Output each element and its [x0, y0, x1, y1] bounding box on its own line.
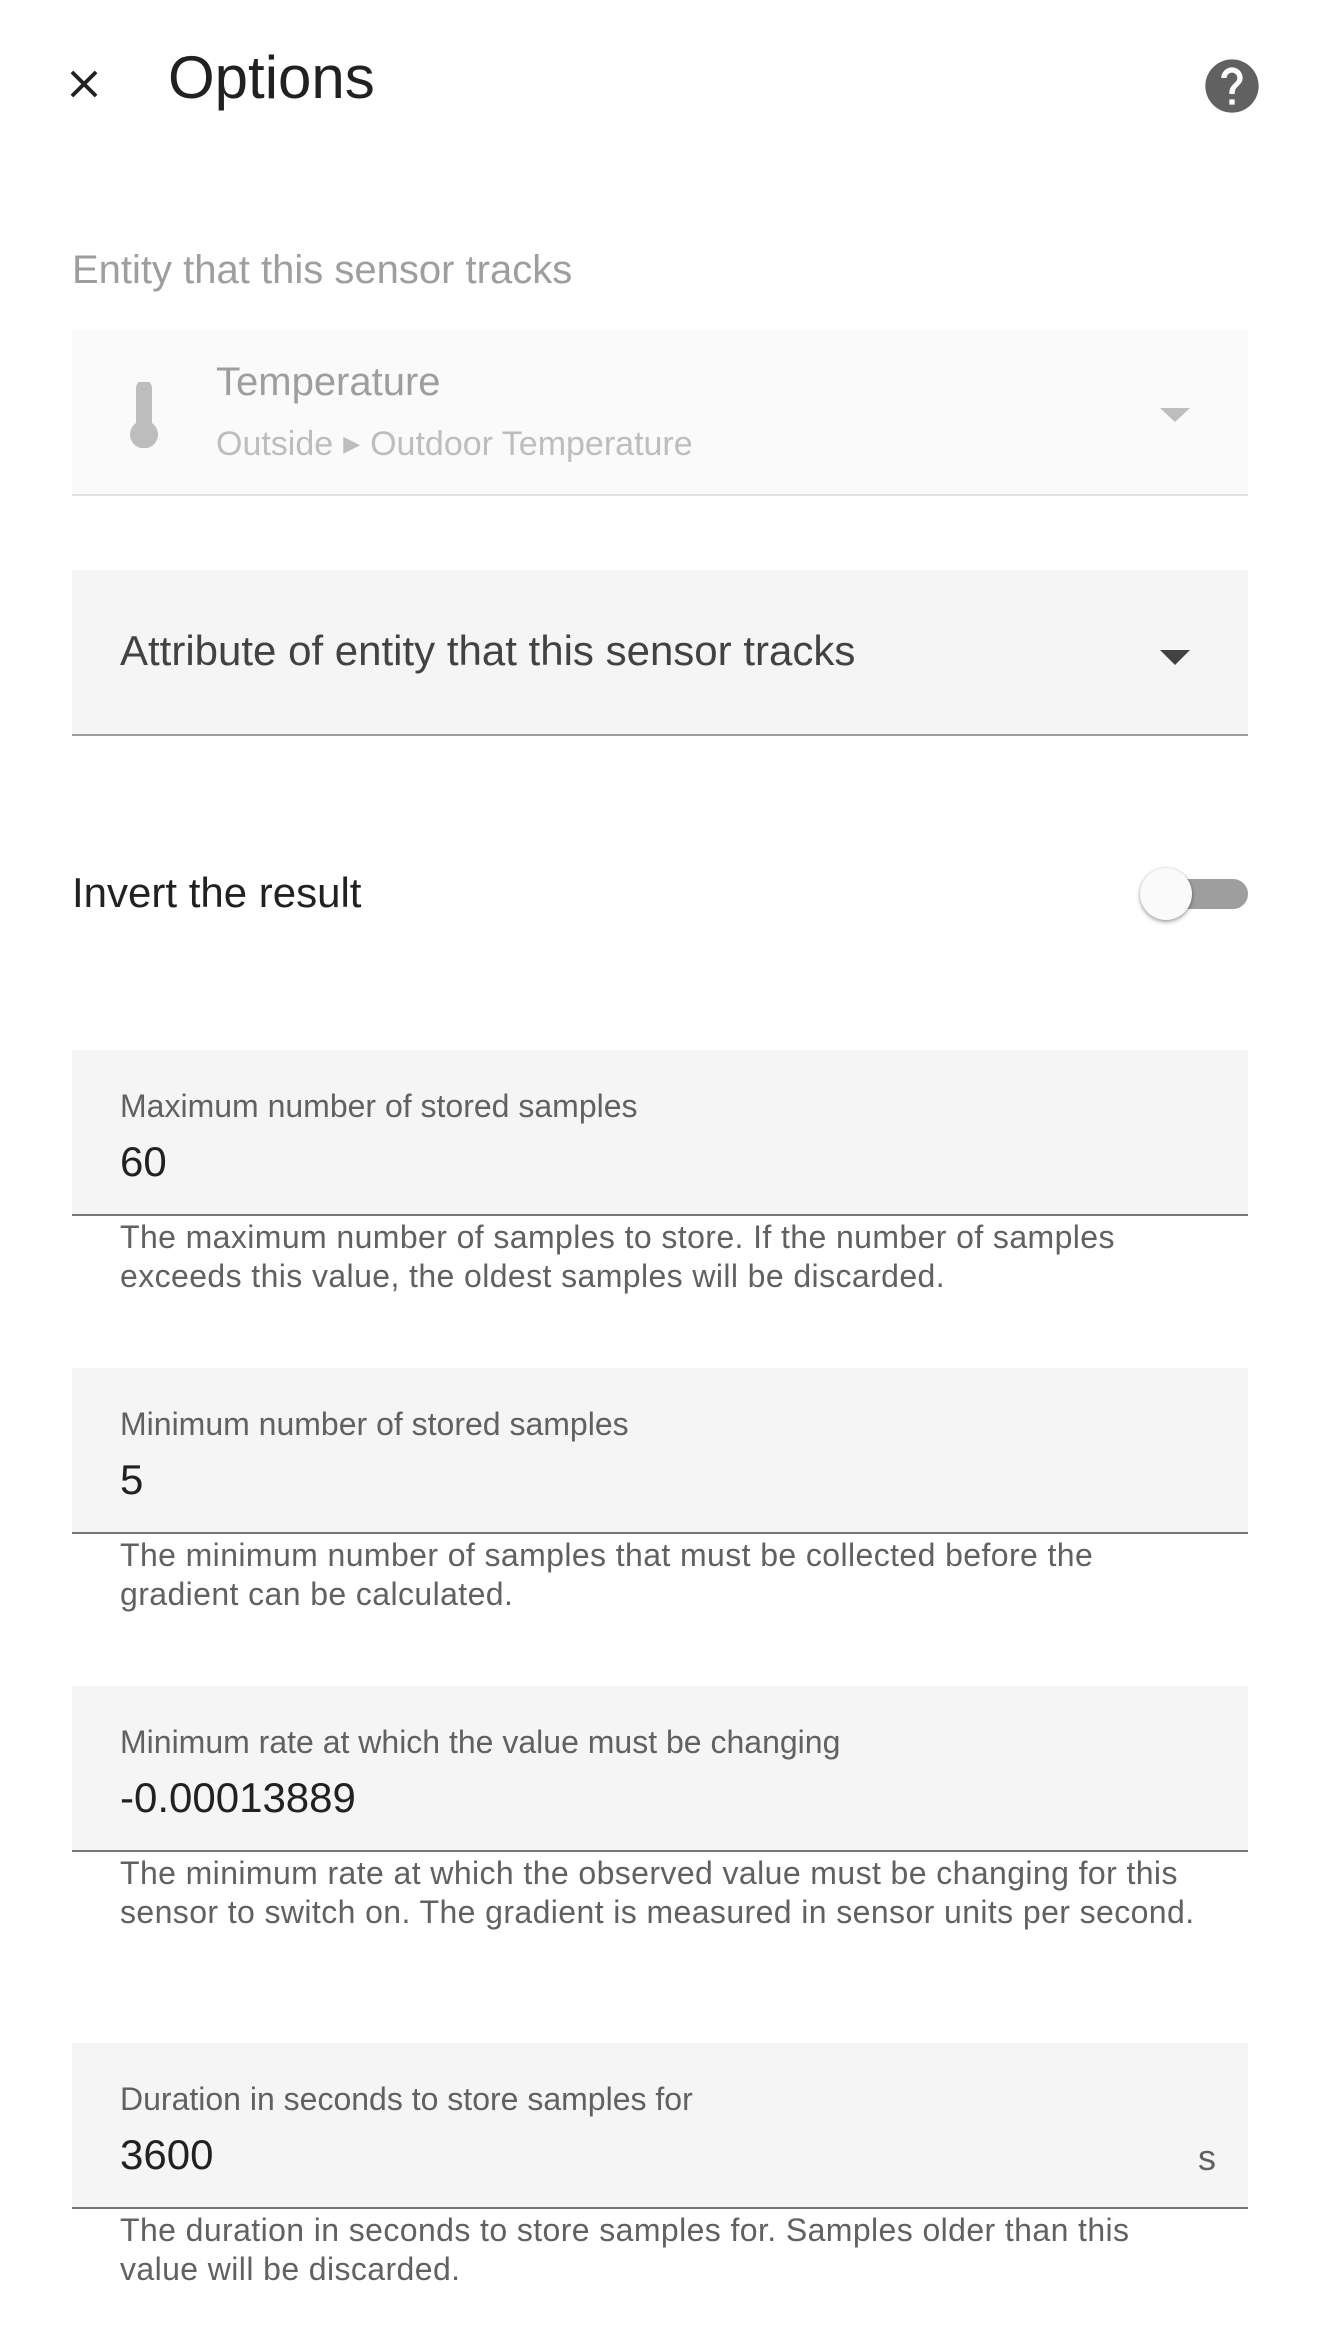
entity-context	[216, 422, 693, 470]
dropdown-arrow-icon	[1160, 650, 1190, 665]
max-samples-label: Maximum number of stored samples	[120, 1088, 638, 1124]
min-gradient-field[interactable]	[72, 1686, 1248, 1852]
dropdown-arrow-icon	[1160, 408, 1190, 422]
help-circle-icon	[1200, 54, 1264, 118]
thermometer-icon	[124, 382, 164, 448]
min-samples-helper: The minimum number of samples that must be collected before the gradient can be calculated.	[120, 1537, 1094, 1612]
entity-area: Outside	[216, 425, 334, 463]
invert-toggle[interactable]	[1140, 868, 1248, 920]
max-samples-field[interactable]	[72, 1050, 1248, 1216]
dialog-title: Options	[168, 44, 375, 111]
close-icon	[61, 61, 107, 107]
sample-duration-suffix: s	[1198, 2137, 1216, 2178]
sample-duration-helper: The duration in seconds to store samples for. Samples older than this value will be discarded.	[120, 2212, 1130, 2287]
min-samples-input[interactable]	[120, 1452, 1180, 1508]
sample-duration-field[interactable]	[72, 2043, 1248, 2209]
invert-label: Invert the result	[72, 869, 362, 916]
entity-section-label: Entity that this sensor tracks	[72, 248, 573, 292]
min-gradient-label: Minimum rate at which the value must be changing	[120, 1724, 841, 1760]
attribute-select[interactable]	[72, 570, 1248, 736]
close-button[interactable]	[48, 48, 120, 120]
sample-duration-input[interactable]	[120, 2127, 1180, 2183]
sample-duration-label: Duration in seconds to store samples for	[120, 2081, 693, 2117]
attribute-select-label: Attribute of entity that this sensor tracks	[120, 627, 856, 674]
entity-picker[interactable]	[72, 330, 1248, 496]
min-gradient-input[interactable]	[120, 1770, 1180, 1826]
min-gradient-helper: The minimum rate at which the observed value must be changing for this sensor to switch on. The gradient is measured in sensor units per second.	[120, 1855, 1195, 1930]
breadcrumb-separator-icon: ▶	[343, 431, 361, 456]
toggle-thumb	[1140, 868, 1192, 920]
max-samples-helper: The maximum number of samples to store. If the number of samples exceeds this value, the oldest samples will be discarded.	[120, 1219, 1115, 1294]
entity-name: Temperature	[216, 360, 441, 404]
entity-device: Outdoor Temperature	[370, 425, 693, 463]
min-samples-field[interactable]	[72, 1368, 1248, 1534]
min-samples-label: Minimum number of stored samples	[120, 1406, 629, 1442]
max-samples-input[interactable]	[120, 1134, 1180, 1190]
help-button[interactable]	[1196, 50, 1268, 122]
